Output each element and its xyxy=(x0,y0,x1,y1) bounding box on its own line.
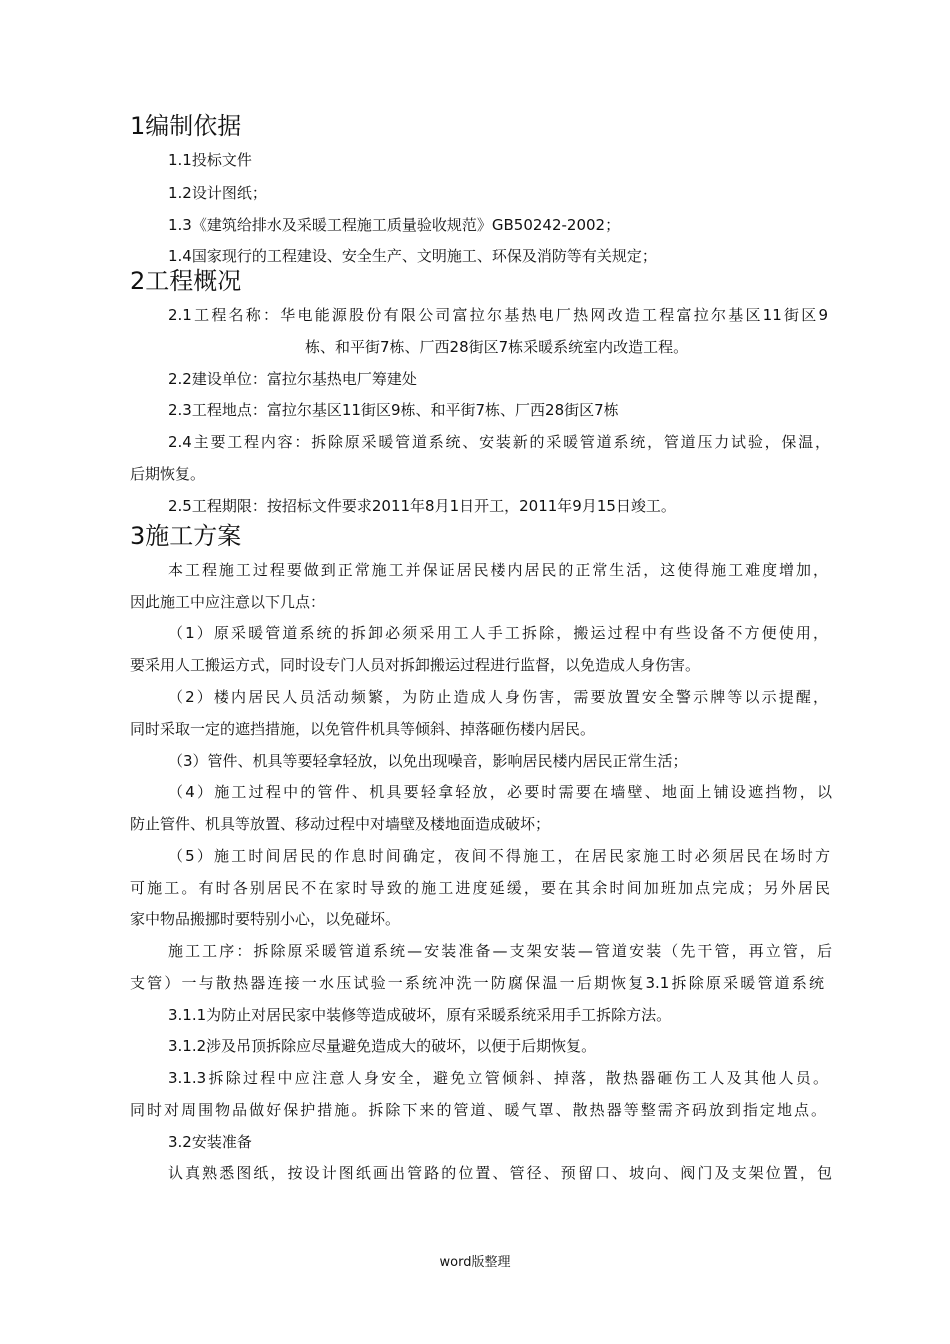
paragraph-line: （1）原采暖管道系统的拆卸必须采用工人手工拆除，搬运过程中有些设备不方便使用， xyxy=(168,624,828,642)
paragraph-line: 2.5工程期限：按招标文件要求2011年8月1日开工，2011年9月15日竣工。 xyxy=(168,497,676,515)
paragraph-line: 后期恢复。 xyxy=(130,465,206,483)
paragraph-line: 1.2设计图纸； xyxy=(168,184,267,202)
paragraph-line: （2）楼内居民人员活动频繁，为防止造成人身伤害，需要放置安全警示牌等以示提醒， xyxy=(168,688,828,706)
paragraph-line: 防止管件、机具等放置、移动过程中对墙壁及楼地面造成破坏； xyxy=(130,815,551,833)
paragraph-line: 要采用人工搬运方式，同时设专门人员对拆卸搬运过程进行监督，以免造成人身伤害。 xyxy=(130,656,701,674)
paragraph-line: 同时采取一定的遮挡措施，以免管件机具等倾斜、掉落砸伤楼内居民。 xyxy=(130,720,596,738)
paragraph-line: 本工程施工过程要做到正常施工并保证居民楼内居民的正常生活，这使得施工难度增加， xyxy=(168,561,828,579)
paragraph-line: 2.3工程地点：富拉尔基区11街区9栋、和平街7栋、厂西28街区7栋 xyxy=(168,401,619,419)
paragraph-line: 1.3《建筑给排水及采暖工程施工质量验收规范》GB50242-2002； xyxy=(168,216,621,234)
paragraph-line: 2.4主要工程内容：拆除原采暖管道系统、安装新的采暖管道系统，管道压力试验，保温， xyxy=(168,433,830,451)
paragraph-line: （5）施工时间居民的作息时间确定，夜间不得施工，在居民家施工时必须居民在场时方 xyxy=(168,847,830,865)
section-heading-1: 1编制依据 xyxy=(130,112,242,140)
section-heading-2: 2工程概况 xyxy=(130,267,242,295)
paragraph-line: 支管）一与散热器连接一水压试验一系统冲洗一防腐保温一后期恢复3.1拆除原采暖管道系统 xyxy=(130,974,824,992)
paragraph-line: 同时对周围物品做好保护措施。拆除下来的管道、暖气罩、散热器等整需齐码放到指定地点。 xyxy=(130,1101,826,1119)
paragraph-line: 3.2安装准备 xyxy=(168,1133,252,1151)
paragraph-line: 1.1投标文件 xyxy=(168,151,252,169)
paragraph-line: 栋、和平街7栋、厂西28街区7栋采暖系统室内改造工程。 xyxy=(305,338,689,356)
paragraph-line: 认真熟悉图纸，按设计图纸画出管路的位置、管径、预留口、坡向、阀门及支架位置，包 xyxy=(168,1164,832,1182)
paragraph-line: 2.1工程名称：华电能源股份有限公司富拉尔基热电厂热网改造工程富拉尔基区11街区9 xyxy=(168,306,828,324)
paragraph-line: 1.4国家现行的工程建设、安全生产、文明施工、环保及消防等有关规定； xyxy=(168,247,657,265)
page-footer: word版整理 xyxy=(439,1255,511,1270)
paragraph-line: 施工工序：拆除原采暖管道系统—安装准备—支架安装—管道安装（先干管，再立管，后 xyxy=(168,942,832,960)
paragraph-line: 3.1.3拆除过程中应注意人身安全，避免立管倾斜、掉落，散热器砸伤工人及其他人员。 xyxy=(168,1069,828,1087)
paragraph-line: 2.2建设单位：富拉尔基热电厂筹建处 xyxy=(168,370,417,388)
paragraph-line: 因此施工中应注意以下几点： xyxy=(130,593,326,611)
section-heading-3: 3施工方案 xyxy=(130,522,242,550)
paragraph-line: （3）管件、机具等要轻拿轻放，以免出现噪音，影响居民楼内居民正常生活； xyxy=(168,752,688,770)
paragraph-line: 3.1.1为防止对居民家中装修等造成破坏，原有采暖系统采用手工拆除方法。 xyxy=(168,1006,672,1024)
paragraph-line: 家中物品搬挪时要特别小心，以免碰坏。 xyxy=(130,910,401,928)
paragraph-line: （4）施工过程中的管件、机具要轻拿轻放，必要时需要在墙壁、地面上铺设遮挡物，以 xyxy=(168,783,832,801)
paragraph-line: 可施工。有时各别居民不在家时导致的施工进度延缓，要在其余时间加班加点完成；另外居民 xyxy=(130,879,830,897)
paragraph-line: 3.1.2涉及吊顶拆除应尽量避免造成大的破坏，以便于后期恢复。 xyxy=(168,1037,597,1055)
